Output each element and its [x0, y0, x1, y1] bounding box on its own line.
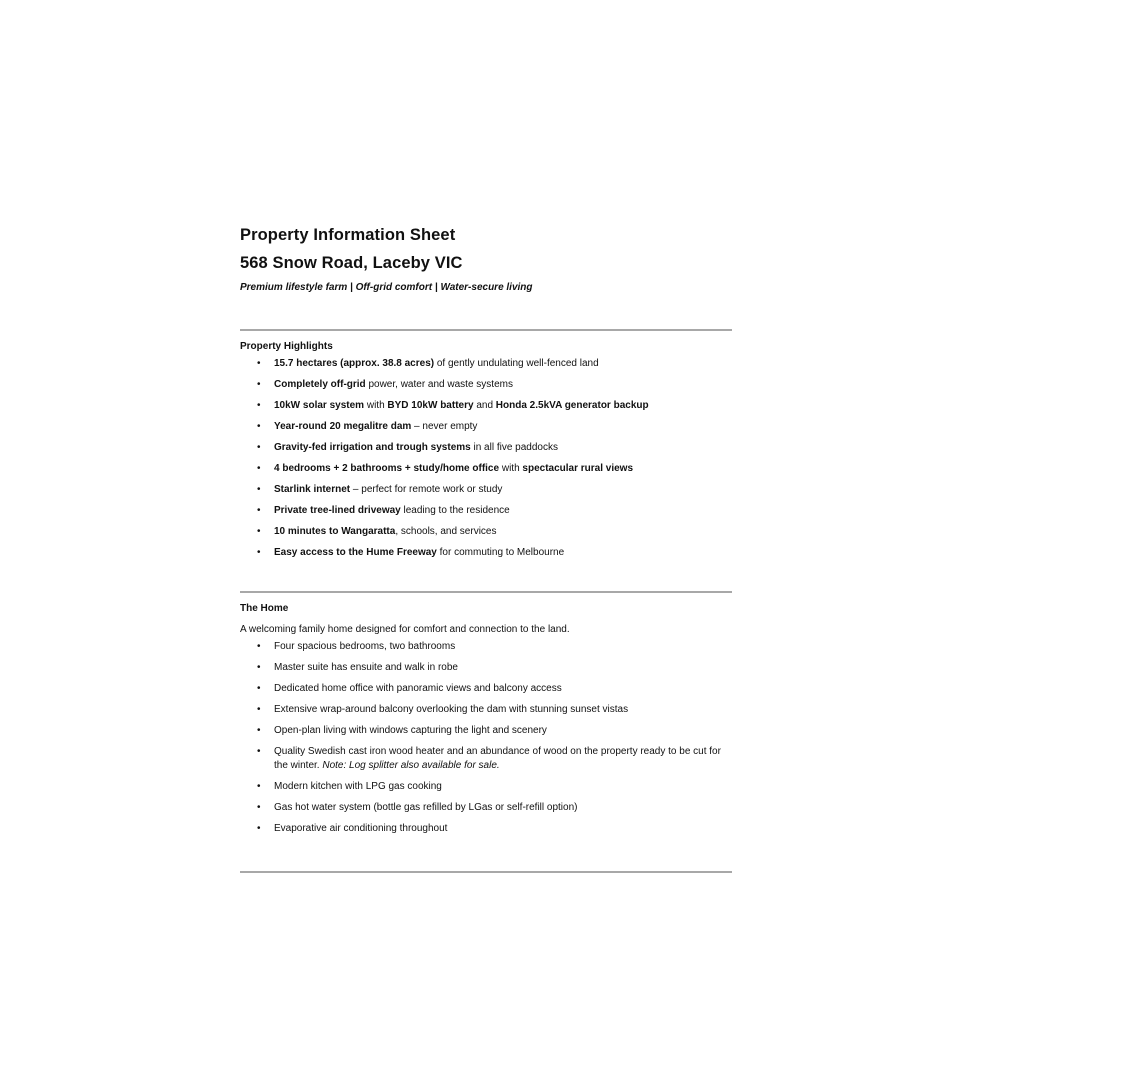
bullet-icon: •: [257, 505, 261, 516]
bullet-icon: •: [257, 802, 261, 813]
list-item: • Easy access to the Hume Freeway for commuting to Melbourne: [257, 547, 565, 558]
bullet-icon: •: [257, 547, 261, 558]
bullet-icon: •: [257, 421, 261, 432]
section-heading-home: The Home: [240, 603, 289, 614]
tagline: Premium lifestyle farm | Off-grid comfort | Water-secure living: [240, 282, 533, 293]
list-item: • 4 bedrooms + 2 bathrooms + study/home office with spectacular rural views: [257, 463, 634, 474]
list-item: • Year-round 20 megalitre dam – never empty: [257, 421, 478, 432]
list-item: • Gravity-fed irrigation and trough systems in all five paddocks: [257, 442, 558, 453]
bullet-icon: •: [257, 641, 261, 652]
highlights-section: [240, 341, 732, 560]
bullet-icon: •: [257, 823, 261, 834]
bullet-icon: •: [257, 746, 261, 757]
bullet-icon: •: [257, 484, 261, 495]
list-item: • Modern kitchen with LPG gas cooking: [257, 781, 442, 792]
list-item: • Open-plan living with windows capturing the light and scenery: [257, 725, 547, 736]
bullet-icon: •: [257, 704, 261, 715]
home-features-list: [240, 640, 732, 836]
list-item: • Quality Swedish cast iron wood heater and an abundance of wood on the property ready to be cut for the winter. Note: Log splitter also available for sale.: [257, 746, 721, 771]
list-item: • Gas hot water system (bottle gas refilled by LGas or self-refill option): [257, 802, 578, 813]
list-item: • Extensive wrap-around balcony overlooking the dam with stunning sunset vistas: [257, 704, 629, 715]
list-item: • 10 minutes to Wangaratta, schools, and services: [257, 526, 497, 537]
list-item: • 10kW solar system with BYD 10kW battery and Honda 2.5kVA generator backup: [257, 400, 649, 411]
home-section: [240, 603, 732, 836]
divider: [240, 591, 732, 593]
highlights-list: [240, 357, 732, 560]
bullet-icon: •: [257, 400, 261, 411]
bullet-icon: •: [257, 526, 261, 537]
bullet-icon: •: [257, 463, 261, 474]
page-title: Property Information Sheet: [240, 226, 456, 244]
bullet-icon: •: [257, 662, 261, 673]
divider: [240, 329, 732, 331]
bullet-icon: •: [257, 379, 261, 390]
list-item: • Private tree-lined driveway leading to the residence: [257, 505, 510, 516]
bullet-icon: •: [257, 725, 261, 736]
home-intro: A welcoming family home designed for comfort and connection to the land.: [240, 624, 570, 635]
log-splitter-note: Note: Log splitter also available for sale.: [322, 760, 500, 771]
list-item: • Dedicated home office with panoramic views and balcony access: [257, 683, 562, 694]
divider: [240, 871, 732, 873]
bullet-icon: •: [257, 781, 261, 792]
list-item: • Starlink internet – perfect for remote work or study: [257, 484, 503, 495]
bullet-icon: •: [257, 442, 261, 453]
list-item: • Master suite has ensuite and walk in robe: [257, 662, 458, 673]
list-item: • 15.7 hectares (approx. 38.8 acres) of gently undulating well-fenced land: [257, 358, 599, 369]
property-address: 568 Snow Road, Laceby VIC: [240, 254, 463, 272]
list-item: • Four spacious bedrooms, two bathrooms: [257, 641, 456, 652]
list-item: • Evaporative air conditioning throughout: [257, 823, 448, 834]
bullet-icon: •: [257, 358, 261, 369]
section-heading-highlights: Property Highlights: [240, 341, 333, 352]
list-item: • Completely off-grid power, water and waste systems: [257, 379, 513, 390]
bullet-icon: •: [257, 683, 261, 694]
document-page: [240, 226, 732, 873]
